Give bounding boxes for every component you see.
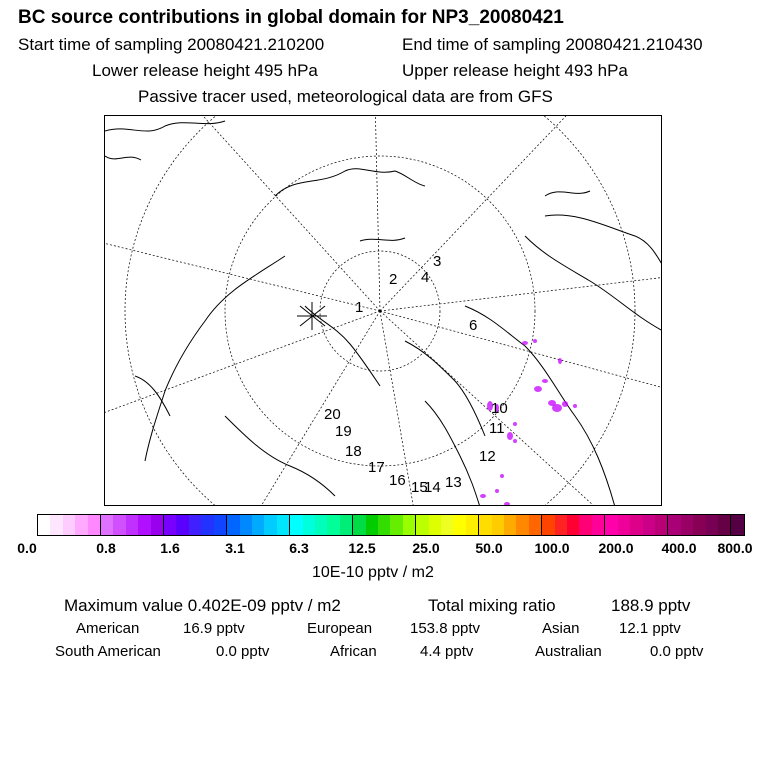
trajectory-label: 19 (335, 423, 352, 440)
color-scale-cell (592, 515, 605, 535)
color-scale-cell (101, 515, 113, 535)
total-mixing-label: Total mixing ratio (428, 596, 556, 615)
total-mixing-value: 188.9 pptv (611, 596, 691, 615)
color-scale-cell (366, 515, 378, 535)
color-scale-cell (189, 515, 201, 535)
color-scale-cell (429, 515, 441, 535)
plume-patch (500, 474, 504, 478)
color-scale-cell (315, 515, 327, 535)
color-scale-cell (176, 515, 188, 535)
color-scale-tick-label: 50.0 (475, 540, 503, 556)
color-scale-cell (731, 515, 743, 535)
color-scale-tick-label: 6.3 (289, 540, 309, 556)
color-scale-cell (655, 515, 668, 535)
color-scale-cell (605, 515, 617, 535)
color-scale-cell (38, 515, 50, 535)
plume-patch (522, 341, 528, 345)
color-scale-cell (214, 515, 227, 535)
color-scale-tick-label: 800.0 (717, 540, 753, 556)
plume-patch (495, 489, 499, 493)
region-value: 153.8 pptv (410, 620, 481, 637)
trajectory-label: 17 (368, 459, 385, 476)
trajectory-label: 16 (389, 472, 406, 489)
color-scale-cell (264, 515, 276, 535)
color-scale-cell (290, 515, 302, 535)
trajectory-label: 18 (345, 443, 362, 460)
trajectory-label: 4 (421, 269, 430, 286)
color-scale-cell (453, 515, 465, 535)
color-scale-cell (504, 515, 516, 535)
color-scale-cell (516, 515, 528, 535)
color-scale-cell (529, 515, 542, 535)
color-scale-cell (542, 515, 554, 535)
region-value: 0.0 pptv (650, 643, 704, 660)
color-scale-cell (416, 515, 428, 535)
color-scale-cell (706, 515, 718, 535)
trajectory-label: 14 (424, 479, 441, 496)
color-scale-cell (441, 515, 453, 535)
plume-patch (480, 494, 486, 498)
color-scale-units: 10E-10 pptv / m2 (312, 564, 434, 581)
trajectory-label: 3 (433, 253, 442, 270)
region-value: 0.0 pptv (216, 643, 270, 660)
trajectory-label: 6 (469, 317, 478, 334)
color-scale-tick-label: 25.0 (412, 540, 440, 556)
color-scale-tick-label: 12.5 (348, 540, 376, 556)
color-scale-cell (403, 515, 416, 535)
region-name: Asian (542, 620, 580, 637)
region-name: American (76, 620, 140, 637)
region-name: Australian (535, 643, 602, 660)
color-scale-tick-label: 3.1 (225, 540, 245, 556)
plume-patch (513, 439, 517, 443)
plume-patch (558, 358, 562, 364)
max-value-label: Maximum value 0.402E-09 pptv / m2 (64, 596, 341, 615)
color-scale-cell (252, 515, 264, 535)
color-scale-cell (240, 515, 252, 535)
start-time-label: Start time of sampling 20080421.210200 (18, 35, 325, 54)
color-scale-cell (479, 515, 491, 535)
plume-patch (562, 401, 568, 407)
map-canvas (105, 116, 662, 506)
region-name: European (307, 620, 373, 637)
color-scale-cell (138, 515, 150, 535)
color-scale-cell (668, 515, 680, 535)
lower-release-label: Lower release height 495 hPa (92, 61, 318, 80)
color-scale-cell (579, 515, 591, 535)
color-scale-cell (681, 515, 693, 535)
plume-patch (534, 386, 542, 392)
color-scale-tick-label: 0.0 (17, 540, 37, 556)
color-scale-cell (303, 515, 315, 535)
color-scale-cell (201, 515, 213, 535)
map-title: BC source contributions in global domain for NP3_20080421 (18, 7, 564, 28)
color-scale-cell (63, 515, 75, 535)
color-scale-cell (492, 515, 504, 535)
end-time-label: End time of sampling 20080421.210430 (402, 35, 703, 54)
color-scale-cell (75, 515, 87, 535)
color-scale-cell (164, 515, 176, 535)
color-scale-cell (340, 515, 353, 535)
trajectory-label: 10 (491, 400, 508, 417)
color-scale-cell (277, 515, 290, 535)
region-name: African (330, 643, 377, 660)
color-scale-tick-label: 200.0 (598, 540, 634, 556)
tracer-note: Passive tracer used, meteorological data are from GFS (138, 87, 553, 106)
color-scale-tick-label: 0.8 (96, 540, 116, 556)
color-scale-cell (50, 515, 62, 535)
color-scale-cell (126, 515, 138, 535)
map-graticule (105, 116, 662, 506)
color-scale-cell (353, 515, 365, 535)
color-scale-cell (390, 515, 402, 535)
plume-patch (513, 422, 517, 426)
color-scale-cell (643, 515, 655, 535)
coastlines (105, 121, 662, 506)
color-scale-cell (693, 515, 705, 535)
color-scale-bar (37, 514, 745, 536)
color-scale-cell (718, 515, 731, 535)
region-value: 16.9 pptv (183, 620, 245, 637)
trajectory-label: 12 (479, 448, 496, 465)
color-scale-cell (227, 515, 239, 535)
color-scale-cell (378, 515, 390, 535)
upper-release-label: Upper release height 493 hPa (402, 61, 628, 80)
color-scale-cell (630, 515, 642, 535)
polar-map (104, 115, 662, 506)
region-value: 12.1 pptv (619, 620, 681, 637)
plume-patch (573, 404, 577, 408)
color-scale-cell (327, 515, 339, 535)
color-scale-tick-label: 100.0 (534, 540, 570, 556)
release-site-marker (297, 302, 327, 330)
region-name: South American (55, 643, 161, 660)
plume-patch (542, 379, 548, 383)
trajectory-label: 13 (445, 474, 462, 491)
trajectory-labels (324, 253, 508, 496)
color-scale-tick-label: 400.0 (661, 540, 697, 556)
region-value: 4.4 pptv (420, 643, 474, 660)
plume-patch (533, 339, 537, 343)
trajectory-label: 1 (355, 299, 364, 316)
trajectory-label: 11 (489, 420, 505, 437)
trajectory-label: 15 (411, 479, 428, 496)
color-scale-cell (466, 515, 479, 535)
color-scale-cell (618, 515, 630, 535)
trajectory-label: 20 (324, 406, 341, 423)
color-scale-cell (113, 515, 125, 535)
plume-patch (504, 502, 510, 506)
color-scale-tick-label: 1.6 (160, 540, 180, 556)
color-scale-cell (151, 515, 164, 535)
plume-patch (552, 404, 562, 412)
color-scale-cell (555, 515, 567, 535)
trajectory-label: 2 (389, 271, 398, 288)
color-scale-cell (567, 515, 579, 535)
color-scale-cell (88, 515, 101, 535)
plume-patch (507, 432, 513, 440)
